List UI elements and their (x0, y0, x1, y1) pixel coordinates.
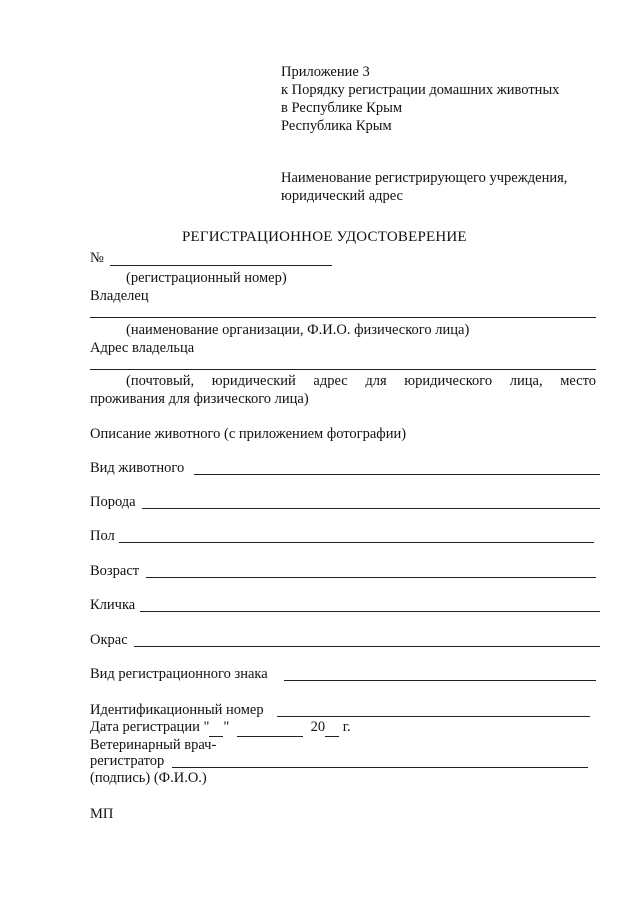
name-line (140, 611, 600, 612)
vet-title-line2: регистратор (90, 753, 165, 769)
registration-date-label: Дата регистрации (90, 719, 200, 735)
caption-word: юридический (211, 373, 296, 389)
animal-type-line (194, 474, 600, 475)
color-line (134, 646, 600, 647)
quote-open: " (203, 719, 210, 735)
tag-type-label: Вид регистрационного знака (90, 666, 268, 682)
institution-name: Наименование регистрирующего учреждения, (281, 170, 568, 186)
owner-address-caption (126, 373, 596, 390)
vet-title-line1: Ветеринарный врач- (90, 737, 217, 753)
owner-address-label: Адрес владельца (90, 340, 195, 356)
registration-date (90, 719, 351, 737)
year-prefix: 20 (310, 719, 326, 735)
institution-address: юридический адрес (281, 188, 403, 204)
description-heading: Описание животного (с приложением фотографии) (90, 426, 407, 442)
stamp-place: МП (90, 806, 114, 822)
id-number-line (277, 716, 590, 717)
republic-name: Республика Крым (281, 118, 392, 134)
caption-word: место (560, 373, 596, 389)
number-sign: № (90, 250, 104, 266)
annex-region: в Республике Крым (281, 100, 402, 116)
quote-close: " (223, 719, 230, 735)
animal-type-label: Вид животного (90, 460, 185, 476)
owner-line (90, 317, 596, 318)
owner-address-line (90, 369, 596, 370)
caption-word: лица, (509, 373, 543, 389)
year-blank (325, 719, 339, 737)
day-blank (209, 719, 223, 737)
registration-number-caption: (регистрационный номер) (126, 270, 287, 286)
owner-caption: (наименование организации, Ф.И.О. физического лица) (126, 322, 470, 338)
year-suffix: г. (342, 719, 351, 735)
sex-line (119, 542, 594, 543)
owner-label: Владелец (90, 288, 149, 304)
annex-number: Приложение 3 (281, 64, 370, 80)
tag-type-line (284, 680, 596, 681)
sex-label: Пол (90, 528, 115, 544)
vet-signature-caption: (подпись) (Ф.И.О.) (90, 770, 207, 786)
caption-word: для (365, 373, 387, 389)
document-title: РЕГИСТРАЦИОННОЕ УДОСТОВЕРЕНИЕ (182, 229, 467, 245)
caption-word: (почтовый, (126, 373, 195, 389)
age-line (146, 577, 596, 578)
id-number-label: Идентификационный номер (90, 702, 264, 718)
caption-word: юридического (404, 373, 493, 389)
age-label: Возраст (90, 563, 140, 579)
color-label: Окрас (90, 632, 128, 648)
registration-number-line (110, 265, 332, 266)
owner-address-caption-line2: проживания для физического лица) (90, 391, 309, 407)
annex-reference: к Порядку регистрации домашних животных (281, 82, 560, 98)
month-blank (237, 719, 303, 737)
name-label: Кличка (90, 597, 136, 613)
caption-word: адрес (313, 373, 348, 389)
breed-line (142, 508, 600, 509)
vet-signature-line (172, 767, 588, 768)
breed-label: Порода (90, 494, 136, 510)
